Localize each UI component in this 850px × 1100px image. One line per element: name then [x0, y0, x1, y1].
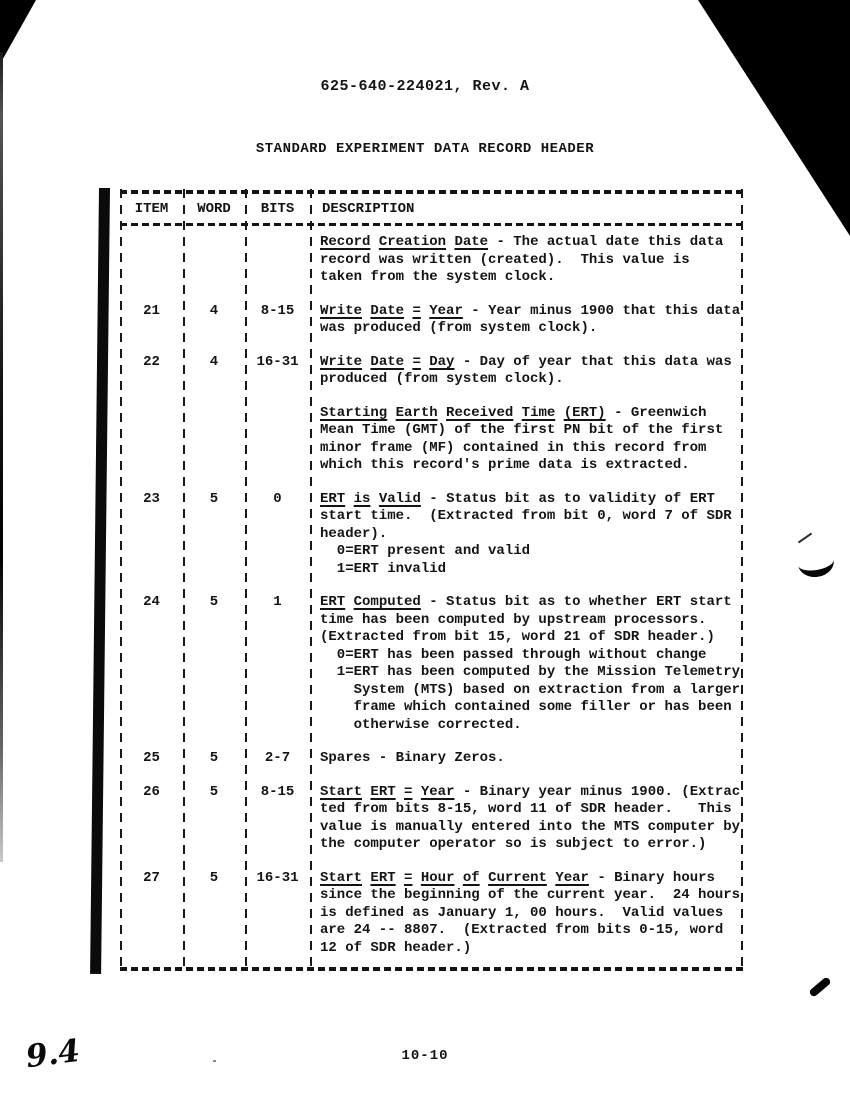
bits-cell: 8-15 — [260, 783, 295, 800]
table-row — [120, 870, 745, 968]
description-line: 12 of SDR header.) — [320, 939, 472, 956]
pen-mark-bottom-right — [808, 976, 832, 998]
description-line: since the beginning of the current year. 24 hours — [320, 887, 741, 903]
table-row — [120, 594, 745, 750]
table-row — [120, 750, 745, 784]
item-cell: 23 — [143, 490, 160, 507]
description-line: 1=ERT invalid — [320, 560, 447, 577]
top-left-corner-artifact — [0, 0, 36, 64]
item-cell: 26 — [143, 783, 160, 800]
item-cell: 21 — [143, 302, 160, 319]
column-header-bits: BITS — [260, 201, 295, 217]
table-left-scan-bar-artifact — [90, 188, 110, 974]
description-line: minor frame (MF) contained in this record from — [320, 439, 707, 456]
description-line: are 24 -- 8807. (Extracted from bits 0-15, word — [320, 922, 724, 938]
table-row — [120, 226, 745, 303]
item-cell: 24 — [143, 594, 160, 610]
description-line: System (MTS) based on extraction from a larger — [320, 681, 741, 698]
table-row — [120, 491, 745, 595]
item-cell — [120, 405, 183, 491]
description-line: (Extracted from bit 15, word 21 of SDR header.) — [320, 629, 715, 645]
bits-cell: 0 — [273, 490, 282, 507]
table-bottom-border — [120, 967, 745, 971]
description-line: 0=ERT present and valid — [320, 543, 531, 559]
page-title: STANDARD EXPERIMENT DATA RECORD HEADER — [255, 141, 595, 157]
description-line: 1=ERT has been computed by the Mission Telemetry — [320, 664, 741, 680]
table-row — [120, 405, 745, 491]
word-cell: 5 — [209, 783, 219, 800]
record-header-table — [120, 190, 745, 971]
bits-cell: 1 — [273, 594, 282, 610]
description-line: Mean Time (GMT) of the first PN bit of the first — [320, 422, 724, 438]
pen-mark-crescent — [796, 545, 836, 580]
description-cell — [310, 405, 755, 491]
description-line: taken from the system clock. — [320, 269, 556, 285]
description-line: otherwise corrected. — [320, 716, 522, 733]
bits-cell — [245, 226, 310, 303]
table-rows — [120, 226, 745, 967]
description-line: frame which contained some filler or has been — [320, 699, 732, 715]
description-cell — [310, 354, 755, 405]
description-line: Write Date = Year - Year minus 1900 that this data — [320, 302, 741, 319]
word-cell: 5 — [209, 750, 219, 766]
item-cell: 27 — [143, 869, 160, 886]
description-line: Spares - Binary Zeros. — [320, 750, 505, 766]
description-line: produced (from system clock). — [320, 371, 564, 387]
item-cell: 25 — [143, 750, 160, 766]
word-cell: 5 — [209, 869, 219, 886]
description-cell — [310, 303, 755, 354]
word-cell — [183, 405, 245, 491]
description-line: is defined as January 1, 00 hours. Valid values — [320, 904, 724, 921]
bits-cell: 16-31 — [256, 869, 299, 886]
word-cell — [183, 226, 245, 303]
description-cell — [310, 491, 755, 595]
document-number: 625-640-224021, Rev. A — [320, 78, 530, 95]
description-line: Record Creation Date - The actual date this data — [320, 234, 724, 250]
description-line: time has been computed by upstream processors. — [320, 611, 707, 628]
table-row — [120, 354, 745, 405]
description-line: ted from bits 8-15, word 11 of SDR header. This — [320, 801, 732, 817]
pen-mark-small-slash — [798, 533, 812, 544]
description-line: Starting Earth Received Time (ERT) - Greenwich — [320, 404, 707, 421]
description-line: the computer operator so is subject to error.) — [320, 836, 707, 852]
description-line: record was written (created). This value is — [320, 251, 690, 268]
description-line: start time. (Extracted from bit 0, word 7 of SDR — [320, 508, 732, 524]
page-number: 10-10 — [401, 1048, 449, 1064]
description-cell — [310, 870, 755, 968]
description-line: which this record's prime data is extracted. — [320, 457, 690, 473]
table-row — [120, 303, 745, 354]
table-body — [120, 226, 745, 967]
description-line: ERT is Valid - Status bit as to validity of ERT — [320, 490, 715, 507]
item-cell: 22 — [143, 353, 160, 370]
bits-cell: 2-7 — [264, 750, 291, 766]
description-line: Start ERT = Hour of Current Year - Binary hours — [320, 869, 715, 886]
description-line: was produced (from system clock). — [320, 320, 598, 336]
word-cell: 4 — [209, 353, 219, 370]
table-header-row — [120, 194, 745, 223]
column-header-description: DESCRIPTION — [322, 201, 415, 217]
word-cell: 5 — [209, 594, 219, 610]
bits-cell: 8-15 — [260, 302, 295, 319]
description-line: Write Date = Day - Day of year that this data was — [320, 353, 732, 370]
column-header-item: ITEM — [134, 201, 169, 217]
description-line: Start ERT = Year - Binary year minus 1900. (Extrac — [320, 783, 741, 800]
handwritten-note: 9.4 — [24, 1032, 82, 1076]
table-row — [120, 784, 745, 870]
bits-cell: 16-31 — [256, 353, 299, 370]
word-cell: 5 — [209, 490, 219, 507]
item-cell — [120, 226, 183, 303]
description-line: ERT Computed - Status bit as to whether ERT start — [320, 594, 732, 610]
description-cell — [310, 750, 755, 784]
word-cell: 4 — [209, 302, 219, 319]
description-line: header). — [320, 525, 388, 542]
description-cell — [310, 594, 755, 750]
column-header-word: WORD — [197, 201, 231, 217]
left-edge-scan-artifact — [0, 52, 3, 862]
description-cell — [310, 226, 755, 303]
bits-cell — [245, 405, 310, 491]
description-line: 0=ERT has been passed through without change — [320, 646, 707, 663]
description-cell — [310, 784, 755, 870]
description-line: value is manually entered into the MTS computer by — [320, 818, 741, 835]
